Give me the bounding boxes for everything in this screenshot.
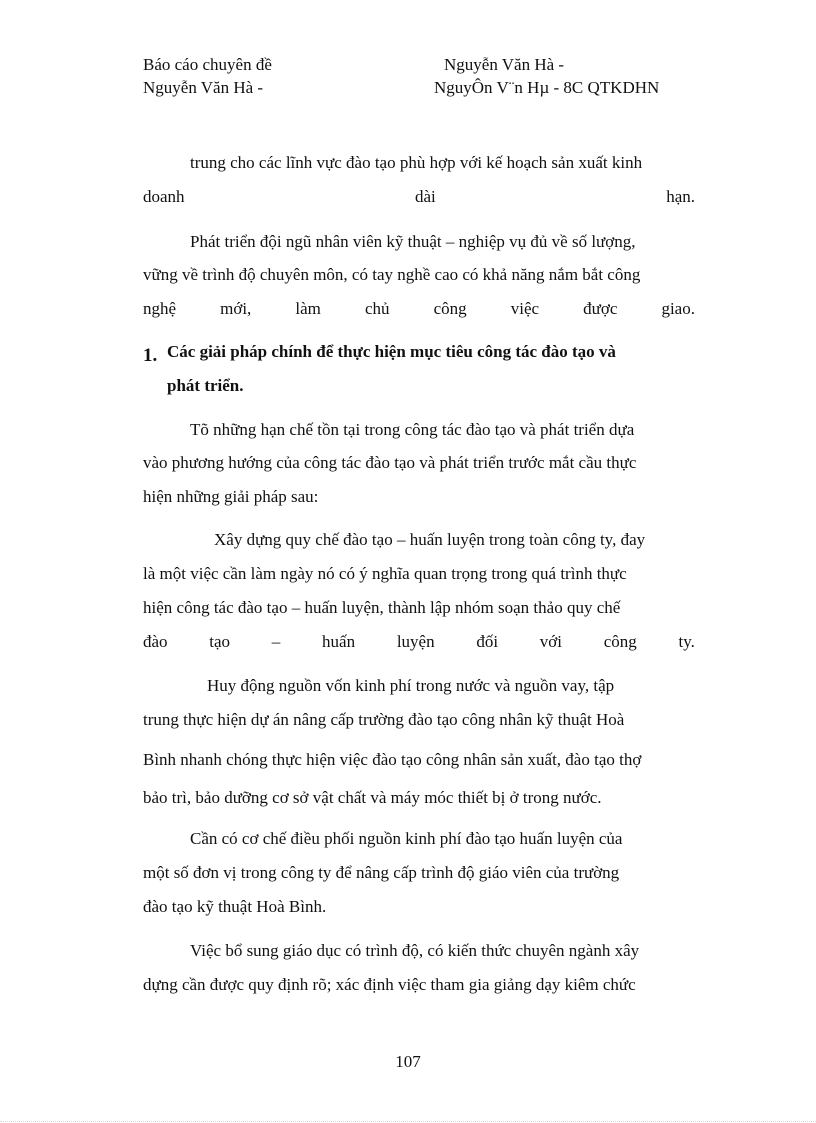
text-line-justified — [143, 632, 695, 652]
header-class-info: NguyÔn V¨n Hµ - 8C QTKDHN — [434, 78, 660, 97]
text-line: Phát triển đội ngũ nhân viên kỹ thuật – nghiệp vụ đủ về số lượng, — [190, 232, 636, 251]
page-bottom-divider — [0, 1121, 816, 1122]
text-line: vào phương hướng của công tác đào tạo và phát triển trước mắt cầu thực — [143, 453, 637, 472]
word: công — [603, 632, 637, 651]
word: với — [539, 632, 563, 651]
word: đối — [476, 632, 499, 651]
word: huấn — [322, 632, 356, 651]
text-line: Tõ những hạn chế tồn tại trong công tác đào tạo và phát triển dựa — [190, 420, 635, 439]
header-author-right: Nguyễn Văn Hà - — [444, 55, 565, 74]
text-line: Việc bổ sung giáo dục có trình độ, có kiến thức chuyên ngành xây — [190, 941, 640, 960]
text-line: hiện công tác đào tạo – huấn luyện, thành lập nhóm soạn thảo quy chế — [143, 598, 621, 617]
text-line-justified — [143, 187, 695, 207]
word: luyện — [396, 632, 435, 651]
text-line: trung cho các lĩnh vực đào tạo phù hợp với kế hoạch sản xuất kinh — [190, 153, 643, 172]
text-line: bảo trì, bảo dưỡng cơ sở vật chất và máy móc thiết bị ở trong nước. — [143, 788, 602, 807]
word: nghệ — [143, 299, 177, 318]
word: doanh — [143, 187, 185, 206]
section-heading-cont: phát triển. — [167, 376, 244, 395]
text-line: Huy động nguồn vốn kinh phí trong nước và nguồn vay, tập — [207, 676, 615, 695]
text-line: một số đơn vị trong công ty để nâng cấp trình độ giáo viên của trường — [143, 863, 620, 882]
text-line: hiện những giải pháp sau: — [143, 487, 319, 506]
text-line: Cần có cơ chế điều phối nguồn kinh phí đào tạo huấn luyện của — [190, 829, 623, 848]
word: công — [433, 299, 467, 318]
word: được — [583, 299, 618, 318]
text-line: dựng cần được quy định rõ; xác định việc tham gia giảng dạy kiêm chức — [143, 975, 636, 994]
word: mới, — [220, 299, 252, 318]
word: tạo — [209, 632, 231, 651]
page-number: 107 — [395, 1052, 421, 1071]
text-line: Bình nhanh chóng thực hiện việc đào tạo công nhân sản xuất, đào tạo thợ — [143, 750, 642, 769]
text-line: vững về trình độ chuyên môn, có tay nghề cao có khả năng nắm bắt công — [143, 265, 641, 284]
word: giao. — [661, 299, 695, 318]
text-line: là một việc cần làm ngày nó có ý nghĩa quan trọng trong quá trình thực — [143, 564, 627, 583]
word: chủ — [364, 299, 390, 318]
section-heading: Các giải pháp chính để thực hiện mục tiêu công tác đào tạo và — [167, 342, 616, 361]
header-author-left: Nguyễn Văn Hà - — [143, 78, 264, 97]
word: hạn. — [666, 187, 695, 206]
section-number: 1. — [143, 345, 158, 366]
text-line-justified — [143, 299, 695, 319]
header-report-title: Báo cáo chuyên đề — [143, 55, 272, 74]
word: việc — [510, 299, 540, 318]
word: đào — [143, 632, 168, 651]
text-line: trung thực hiện dự án nâng cấp trường đào tạo công nhân kỹ thuật Hoà — [143, 710, 625, 729]
word: dài — [414, 187, 436, 206]
text-line: đào tạo kỹ thuật Hoà Bình. — [143, 897, 327, 916]
word: làm — [295, 299, 321, 318]
text-line: Xây dựng quy chế đào tạo – huấn luyện trong toàn công ty, đay — [214, 530, 646, 549]
word: ty. — [678, 632, 695, 651]
word: – — [271, 632, 281, 651]
